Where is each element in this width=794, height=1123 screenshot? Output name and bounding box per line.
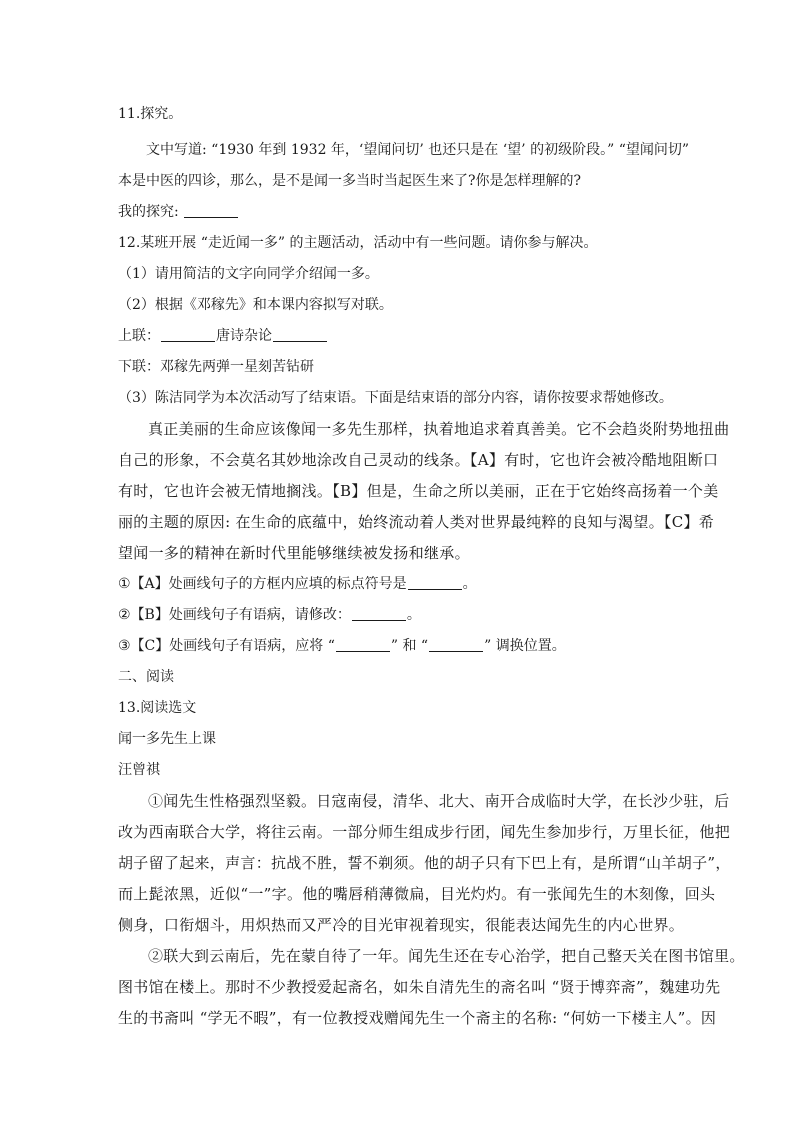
- article-para1-line: 侧身，口衔烟斗，用炽热而又严冷的目光审视着现实，很能表达闻先生的内心世界。: [118, 916, 685, 934]
- passage-line: 望闻一多的精神在新时代里能够继续被发扬和继承。: [118, 544, 470, 562]
- section-heading: 二、阅读: [118, 669, 174, 685]
- q12-item3-blank-2[interactable]: [429, 637, 483, 652]
- article-para2-line: 生的书斋叫 “学无不暇”，有一位教授戏赠闻先生一个斋主的名称: “何妨一下楼主人”。因: [118, 1009, 717, 1027]
- q11-answer-label: 我的探究:: [118, 204, 179, 220]
- q12-sub2: （2）根据《邓稼先》和本课内容拟写对联。: [118, 297, 393, 313]
- document-page: [118, 104, 745, 1034]
- q12-item2: [118, 600, 688, 631]
- q12-item2-blank[interactable]: [352, 606, 406, 621]
- q12-item1-end: 。: [462, 576, 477, 592]
- q12-item1-text: ①【A】处画线句子的方框内应填的标点符号是: [118, 576, 407, 592]
- article-author: 汪曾祺: [118, 762, 160, 778]
- q12-item3-text: ③【C】处画线句子有语病，应将 “: [118, 638, 335, 654]
- q12-item2-end: 。: [406, 607, 421, 623]
- article-para1-line: 胡子留了起来，声言：抗战不胜，誓不剃须。他的胡子只有下巴上有，是所谓“山羊胡子”，: [118, 854, 731, 872]
- article-para2-line: ②联大到云南后，先在蒙自待了一年。闻先生还在专心治学，把自己整天关在图书馆里。: [148, 947, 745, 965]
- passage-line: 有时，它也许会被无情地搁浅。【B】但是，生命之所以美丽，正在于它始终高扬着一个美: [118, 482, 719, 500]
- couplet-upper-label: 上联：: [118, 328, 160, 344]
- q12-item2-text: ②【B】处画线句子有语病，请修改：: [118, 607, 351, 623]
- passage-line: 自己的形象，不会莫名其妙地涂改自己灵动的线条。【A】有时，它也许会被冷酷地阻断口: [118, 451, 719, 469]
- q11-answer-blank[interactable]: [184, 203, 238, 218]
- q12-item3: [118, 631, 688, 662]
- couplet-upper-blank-right[interactable]: [273, 327, 327, 342]
- q11-answer: [118, 197, 688, 228]
- couplet-upper-blank-left[interactable]: [161, 327, 215, 342]
- couplet-lower: 下联：邓稼先两弹一星刻苦钻研: [118, 359, 314, 375]
- article-para1-line: 而上髭浓黑，近似“一”字。他的嘴唇稍薄微扁，目光灼灼。有一张闻先生的木刻像，回头: [118, 885, 716, 903]
- article-para1-line: ①闻先生性格强烈坚毅。日寇南侵，清华、北大、南开合成临时大学，在长沙少驻，后: [148, 792, 730, 810]
- q12-sub3: （3）陈洁同学为本次活动写了结束语。下面是结束语的部分内容，请你按要求帮她修改。: [118, 390, 673, 406]
- couplet-upper: [118, 321, 688, 352]
- q12-item3-end: ” 调换位置。: [484, 638, 566, 654]
- q12-title: 12.某班开展 “走近闻一多” 的主题活动，活动中有一些问题。请你参与解决。: [118, 235, 598, 251]
- q12-item1-blank[interactable]: [408, 575, 462, 590]
- passage-line: 丽的主题的原因: 在生命的底蕴中，始终流动着人类对世界最纯粹的良知与渴望。【C】希: [118, 513, 715, 531]
- couplet-upper-mid: 唐诗杂论: [216, 328, 272, 344]
- q11-text-line1: 文中写道: “1930 年到 1932 年，‘望闻问切’ 也还只是在 ‘望’ 的初级阶段。” “望闻问切”: [146, 142, 690, 158]
- article-para2-line: 图书馆在楼上。那时不少教授爱起斋名，如朱自清先生的斋名叫 “贤于博弈斋”，魏建功先: [118, 978, 721, 996]
- article-para1-line: 改为西南联合大学，将往云南。一部分师生组成步行团，闻先生参加步行，万里长征，他把: [118, 823, 731, 841]
- q13-title: 13.阅读选文: [118, 700, 197, 716]
- q11-text-line2: 本是中医的四诊，那么，是不是闻一多当时当起医生来了?你是怎样理解的?: [118, 173, 582, 189]
- q12-item1: [118, 569, 688, 600]
- q11-title: 11.探究。: [118, 106, 183, 122]
- q12-item3-mid: ” 和 “: [390, 638, 429, 654]
- q12-sub1: （1）请用简洁的文字向同学介绍闻一多。: [118, 266, 379, 282]
- passage-line: 真正美丽的生命应该像闻一多先生那样，执着地追求着真善美。它不会趋炎附势地扭曲: [148, 420, 730, 438]
- q12-item3-blank-1[interactable]: [336, 637, 390, 652]
- article-title: 闻一多先生上课: [118, 731, 216, 747]
